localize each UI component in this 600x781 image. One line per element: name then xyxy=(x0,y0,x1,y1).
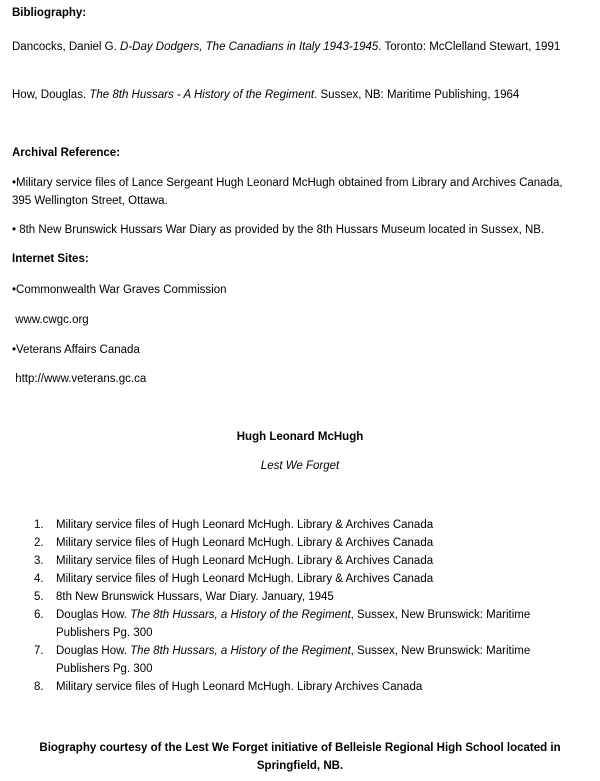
internet-link-cwgc[interactable]: www.cwgc.org xyxy=(12,314,89,326)
list-item: 2. Military service files of Hugh Leonard McHugh. Library & Archives Canada xyxy=(34,537,434,549)
archival-item: • 8th New Brunswick Hussars War Diary as provided by the 8th Hussars Museum located in Sussex, NB. xyxy=(12,224,545,236)
internet-heading: Internet Sites: xyxy=(12,253,89,265)
list-item: 7. Douglas How. The 8th Hussars, a History of the Regiment, Sussex, New Brunswick: Maritime Publishers Pg. 300 xyxy=(34,645,531,675)
bibliography-heading: Bibliography: xyxy=(12,7,87,19)
list-item: 6. Douglas How. The 8th Hussars, a History of the Regiment, Sussex, New Brunswick: Maritime Publishers Pg. 300 xyxy=(34,609,531,639)
list-item: 5. 8th New Brunswick Hussars, War Diary. January, 1945 xyxy=(34,591,334,603)
memorial-motto: Lest We Forget xyxy=(260,460,340,472)
memorial-name: Hugh Leonard McHugh xyxy=(236,431,364,443)
internet-item: •Commonwealth War Graves Commission xyxy=(12,284,227,296)
archival-item: •Military service files of Lance Sergeant Hugh Leonard McHugh obtained from Library and Archives Canada, 395 Wellington Street, Ottawa. xyxy=(12,177,563,207)
reference-list xyxy=(34,516,580,696)
bibliography-entry: How, Douglas. The 8th Hussars - A History of the Regiment. Sussex, NB: Maritime Publishing, 1964 xyxy=(12,89,520,101)
list-item: 3. Military service files of Hugh Leonard McHugh. Library & Archives Canada xyxy=(34,555,434,567)
list-item: 4. Military service files of Hugh Leonard McHugh. Library & Archives Canada xyxy=(34,573,434,585)
list-item: 8. Military service files of Hugh Leonard McHugh. Library Archives Canada xyxy=(34,681,423,693)
internet-item: •Veterans Affairs Canada xyxy=(12,344,140,356)
bibliography-entry: Dancocks, Daniel G. D-Day Dodgers, The Canadians in Italy 1943-1945. Toronto: McClelland Stewart, 1991 xyxy=(12,41,561,53)
biography-credit: Biography courtesy of the Lest We Forget initiative of Belleisle Regional High School located in Springfield, NB. xyxy=(39,741,561,772)
internet-link-veterans[interactable]: http://www.veterans.gc.ca xyxy=(12,373,147,385)
archival-heading: Archival Reference: xyxy=(12,147,121,159)
list-item: 1. Military service files of Hugh Leonard McHugh. Library & Archives Canada xyxy=(34,519,434,531)
